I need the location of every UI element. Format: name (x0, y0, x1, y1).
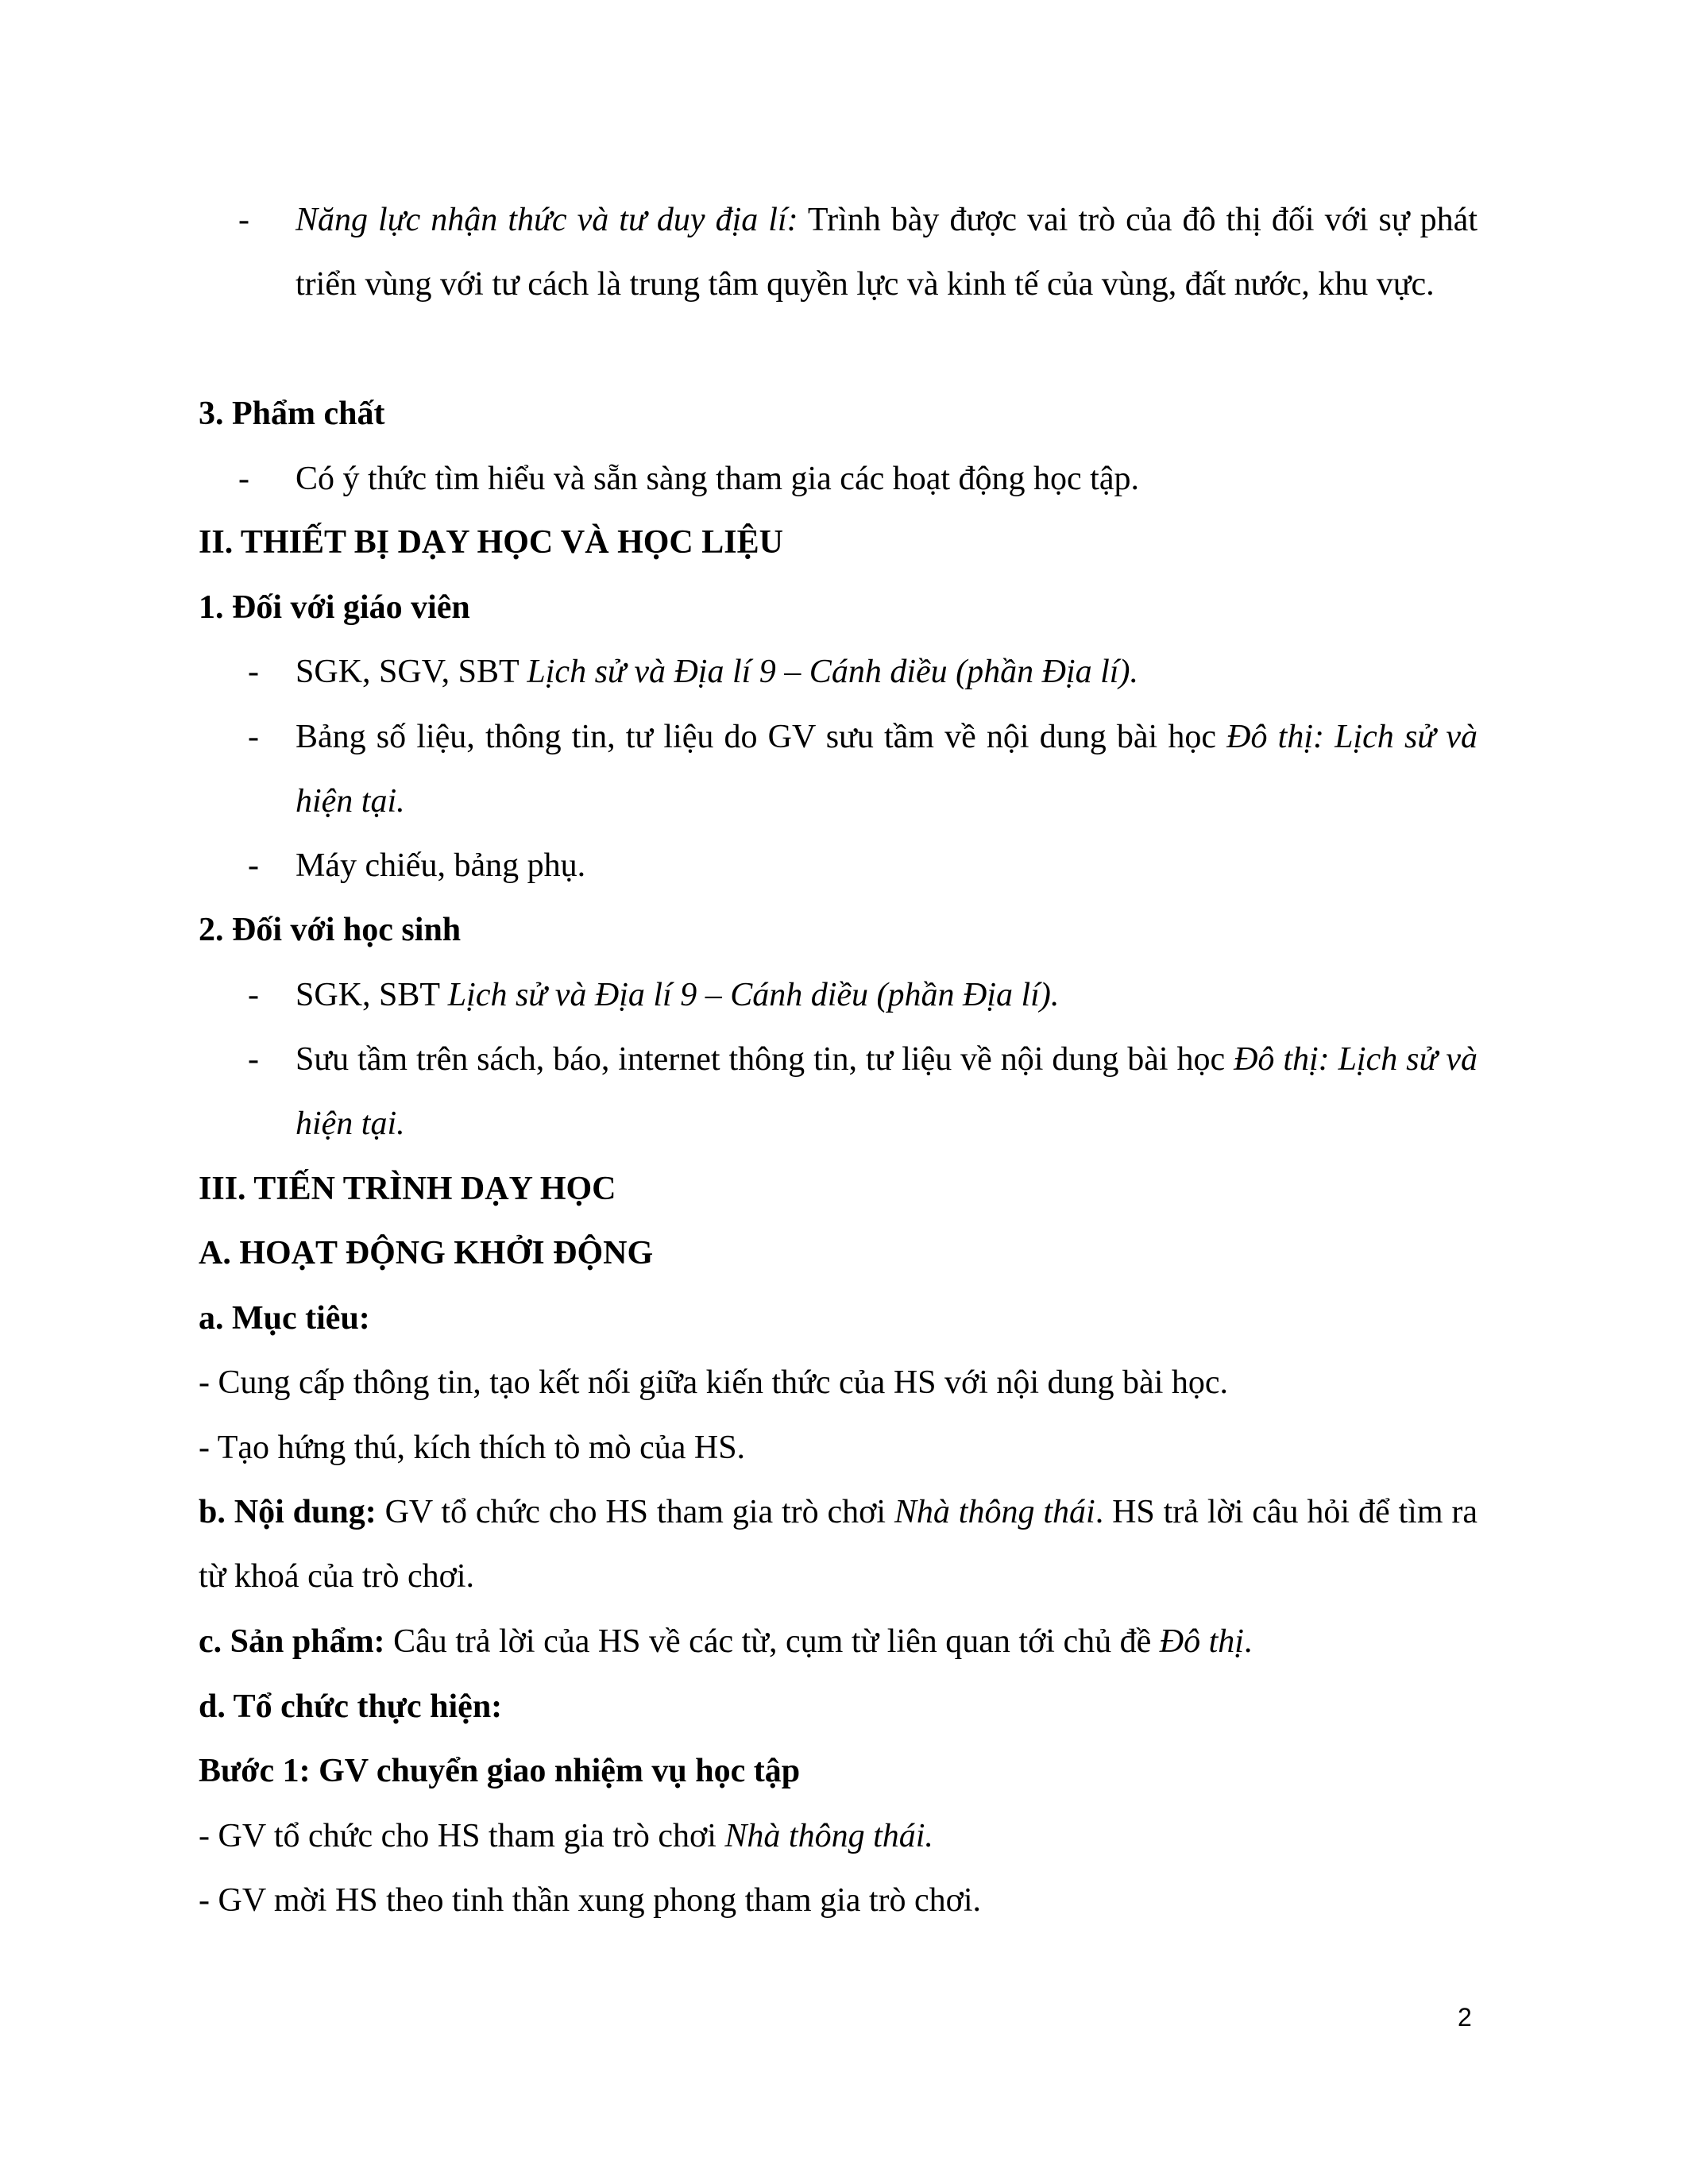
giao-vien-heading: 1. Đối với giáo viên (199, 589, 470, 626)
hoat-dong-heading: A. HOẠT ĐỘNG KHỞI ĐỘNG (199, 1235, 654, 1271)
buoc-1-heading: Bước 1: GV chuyển giao nhiệm vụ học tập (199, 1753, 801, 1789)
san-pham-text-b: . (1243, 1623, 1253, 1660)
giao-vien-item-1 (295, 640, 1477, 704)
nang-luc-paragraph (295, 188, 1477, 317)
pham-chat-item: Có ý thức tìm hiểu và sẵn sàng tham gia các hoạt động học tập. (295, 461, 1139, 497)
page-number: 2 (1458, 2003, 1472, 2032)
bullet-dash: - (238, 202, 249, 238)
noi-dung-text-b: . HS trả lời câu hỏi để tìm ra từ khoá của trò chơi. (199, 1494, 1477, 1595)
san-pham-paragraph (199, 1610, 1477, 1674)
giao-vien-item-3: Máy chiếu, bảng phụ. (295, 847, 586, 884)
buoc-1-item-1-game: Nhà thông thái. (724, 1818, 933, 1854)
bullet-dash: - (248, 654, 259, 690)
noi-dung-paragraph (199, 1480, 1477, 1609)
hoc-sinh-item-2-title: Đô thị: Lịch sử và hiện tại. (295, 1041, 1477, 1142)
section-2-heading: II. THIẾT BỊ DẠY HỌC VÀ HỌC LIỆU (199, 524, 783, 561)
to-chuc-label: d. Tổ chức thực hiện: (199, 1688, 503, 1725)
giao-vien-item-1-prefix: SGK, SGV, SBT (295, 654, 527, 690)
hoc-sinh-item-1-prefix: SGK, SBT (295, 977, 448, 1013)
hoc-sinh-item-1-title: Lịch sử và Địa lí 9 – Cánh diều (phần Địa lí). (447, 977, 1060, 1013)
san-pham-text-a: Câu trả lời của HS về các từ, cụm từ liên quan tới chủ đề (384, 1623, 1160, 1660)
muc-tieu-label: a. Mục tiêu: (199, 1300, 370, 1337)
buoc-1-item-2: - GV mời HS theo tinh thần xung phong tham gia trò chơi. (199, 1882, 982, 1919)
san-pham-label: c. Sản phẩm: (199, 1623, 385, 1660)
bullet-dash: - (248, 847, 259, 884)
noi-dung-game-name: Nhà thông thái (894, 1494, 1095, 1530)
pham-chat-heading: 3. Phẩm chất (199, 396, 385, 432)
bullet-dash: - (248, 719, 259, 755)
hoc-sinh-item-2-prefix: Sưu tầm trên sách, báo, internet thông tin, tư liệu về nội dung bài học (295, 1041, 1234, 1078)
section-3-heading: III. TIẾN TRÌNH DẠY HỌC (199, 1171, 616, 1207)
muc-tieu-item-2: - Tạo hứng thú, kích thích tò mò của HS. (199, 1430, 746, 1466)
giao-vien-item-2-title: Đô thị: Lịch sử và hiện tại. (295, 719, 1477, 820)
bullet-dash: - (248, 1041, 259, 1078)
hoc-sinh-heading: 2. Đối với học sinh (199, 912, 462, 948)
san-pham-topic: Đô thị (1159, 1623, 1244, 1660)
muc-tieu-item-1: - Cung cấp thông tin, tạo kết nối giữa kiến thức của HS với nội dung bài học. (199, 1364, 1229, 1401)
buoc-1-item-1-prefix: - GV tổ chức cho HS tham gia trò chơi (199, 1818, 725, 1854)
hoc-sinh-item-2 (295, 1028, 1477, 1156)
nang-luc-text: Trình bày được vai trò của đô thị đối với sự phát triển vùng với tư cách là trung tâm quyền lực và kinh tế của vùng, đất nước, khu vực. (295, 202, 1477, 303)
hoc-sinh-item-1 (295, 963, 1477, 1028)
giao-vien-item-2 (295, 705, 1477, 834)
noi-dung-text-a: GV tổ chức cho HS tham gia trò chơi (376, 1494, 894, 1530)
giao-vien-item-2-prefix: Bảng số liệu, thông tin, tư liệu do GV sưu tầm về nội dung bài học (295, 719, 1227, 755)
noi-dung-label: b. Nội dung: (199, 1494, 377, 1530)
bullet-dash: - (248, 977, 259, 1013)
nang-luc-label: Năng lực nhận thức và tư duy địa lí: (295, 202, 798, 238)
buoc-1-item-1 (199, 1804, 1477, 1869)
giao-vien-item-1-title: Lịch sử và Địa lí 9 – Cánh diều (phần Địa lí). (527, 654, 1138, 690)
bullet-dash: - (238, 461, 249, 497)
